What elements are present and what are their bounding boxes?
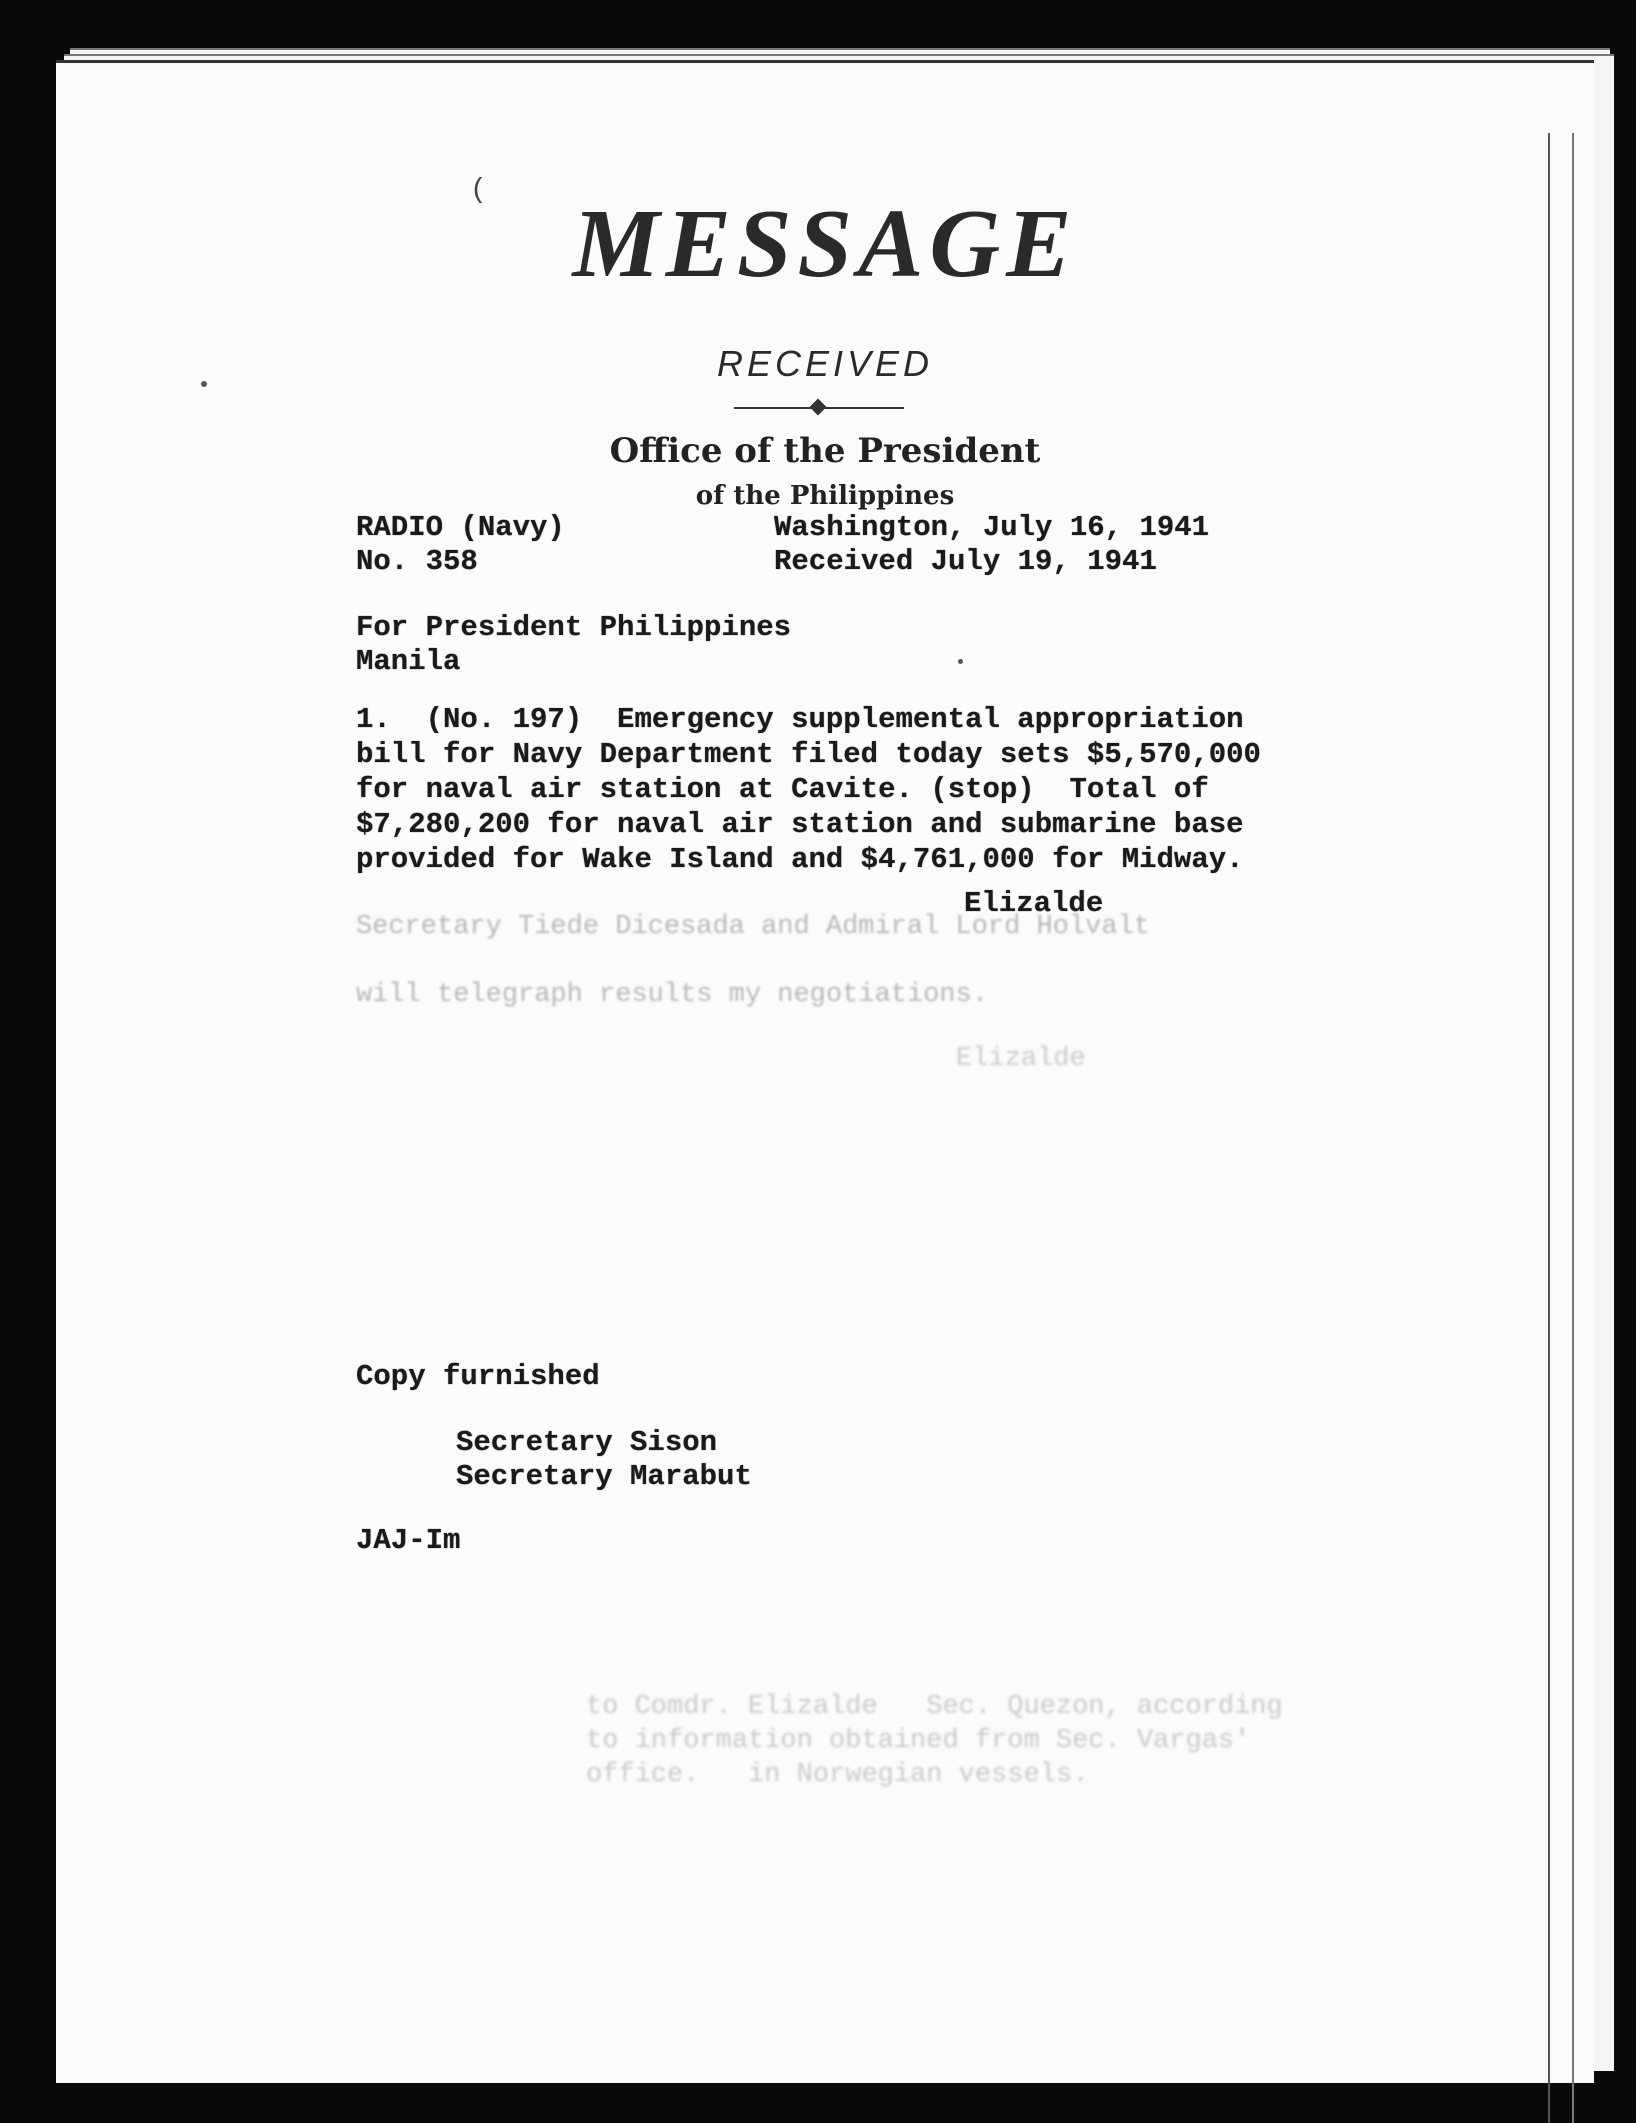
header-divider bbox=[734, 407, 904, 409]
bleedthrough-text: will telegraph results my negotiations. bbox=[356, 980, 988, 1010]
message-form bbox=[56, 60, 1594, 2083]
signature: Elizalde bbox=[964, 887, 1104, 920]
office-name: Office of the President bbox=[609, 431, 1041, 471]
bleedthrough-text: office. in Norwegian vessels. bbox=[586, 1760, 1089, 1790]
ink-speck bbox=[958, 659, 963, 664]
bleedthrough-text: Elizalde bbox=[956, 1044, 1086, 1074]
bleedthrough-text: to Comdr. Elizalde Sec. Quezon, according bbox=[586, 1692, 1283, 1722]
body-line: 1. (No. 197) Emergency supplemental appropriation bbox=[356, 703, 1244, 736]
addressee-line: For President Philippines bbox=[356, 611, 792, 644]
form-subtitle: RECEIVED bbox=[716, 343, 934, 384]
copy-heading: Copy furnished bbox=[356, 1360, 600, 1393]
punch-mark: ( bbox=[470, 175, 487, 206]
origin-date: Washington, July 16, 1941 bbox=[774, 511, 1210, 544]
body-line: bill for Navy Department filed today sets $5,570,000 bbox=[356, 738, 1261, 771]
bleedthrough-text: to information obtained from Sec. Vargas' bbox=[586, 1726, 1251, 1756]
copy-recipient: Secretary Sison bbox=[456, 1426, 718, 1459]
bleedthrough-text: Secretary Tiede Dicesada and Admiral Lord Holvalt bbox=[356, 912, 1150, 942]
addressee-city: Manila bbox=[356, 645, 461, 678]
body-line: $7,280,200 for naval air station and submarine base bbox=[356, 808, 1244, 841]
message-number: No. 358 bbox=[356, 545, 478, 578]
body-line: provided for Wake Island and $4,761,000 for Midway. bbox=[356, 843, 1244, 876]
typist-initials: JAJ-Im bbox=[356, 1524, 461, 1557]
form-title: MESSAGE bbox=[572, 190, 1078, 298]
copy-recipient: Secretary Marabut bbox=[456, 1460, 752, 1493]
office-country: of the Philippines bbox=[695, 481, 955, 511]
channel-label: RADIO (Navy) bbox=[356, 511, 565, 544]
body-line: for naval air station at Cavite. (stop) Total of bbox=[356, 773, 1209, 806]
received-date: Received July 19, 1941 bbox=[774, 545, 1157, 578]
